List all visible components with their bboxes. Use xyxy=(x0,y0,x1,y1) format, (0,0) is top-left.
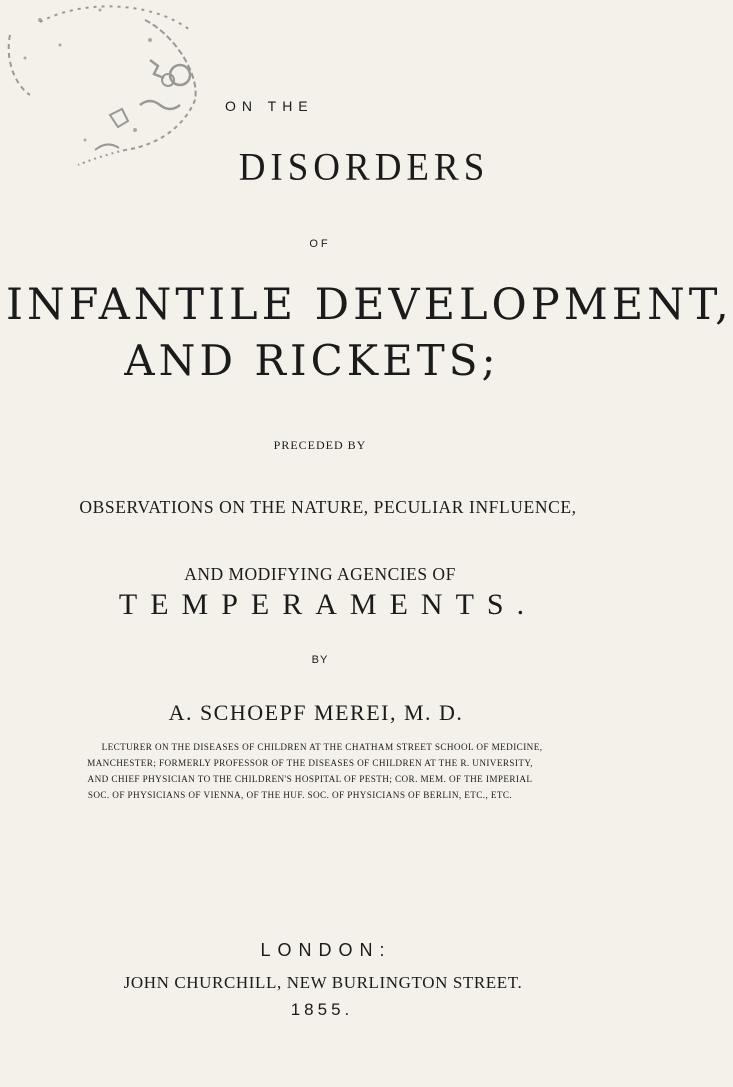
author-credentials-line: LECTURER ON THE DISEASES OF CHILDREN AT THE CHATHAM STREET SCHOOL OF MEDICINE, xyxy=(101,742,543,752)
author-credentials-line: SOC. OF PHYSICIANS OF VIENNA, OF THE HUF. SOC. OF PHYSICIANS OF BERLIN, ETC., ETC. xyxy=(87,790,513,800)
imprint-publisher: JOHN CHURCHILL, NEW BURLINGTON STREET. xyxy=(123,973,523,992)
subtitle-observations: OBSERVATIONS ON THE NATURE, PECULIAR INFLUENCE, xyxy=(79,497,577,517)
heading-infantile-development: INFANTILE DEVELOPMENT, xyxy=(6,280,733,330)
preceded-by-label: PRECEDED BY xyxy=(273,438,367,452)
author-credentials-line: AND CHIEF PHYSICIAN TO THE CHILDREN'S HOSPITAL OF PESTH; COR. MEM. OF THE IMPERIAL xyxy=(87,774,533,784)
heading-disorders: DISORDERS xyxy=(238,145,490,190)
subtitle-temperaments: TEMPERAMENTS. xyxy=(118,588,538,621)
heading-on-the: ON THE xyxy=(225,98,314,114)
author-credentials-line: MANCHESTER; FORMERLY PROFESSOR OF THE DISEASES OF CHILDREN AT THE R. UNIVERSITY, xyxy=(87,758,533,768)
imprint-city: LONDON: xyxy=(260,940,392,960)
heading-and-rickets: AND RICKETS; xyxy=(124,336,500,385)
imprint-year: 1855. xyxy=(290,1000,354,1019)
subtitle-agencies: AND MODIFYING AGENCIES OF xyxy=(184,564,456,584)
by-label: BY xyxy=(311,654,329,666)
author-name: A. SCHOEPF MEREI, M. D. xyxy=(168,700,464,725)
heading-of: OF xyxy=(309,238,331,250)
